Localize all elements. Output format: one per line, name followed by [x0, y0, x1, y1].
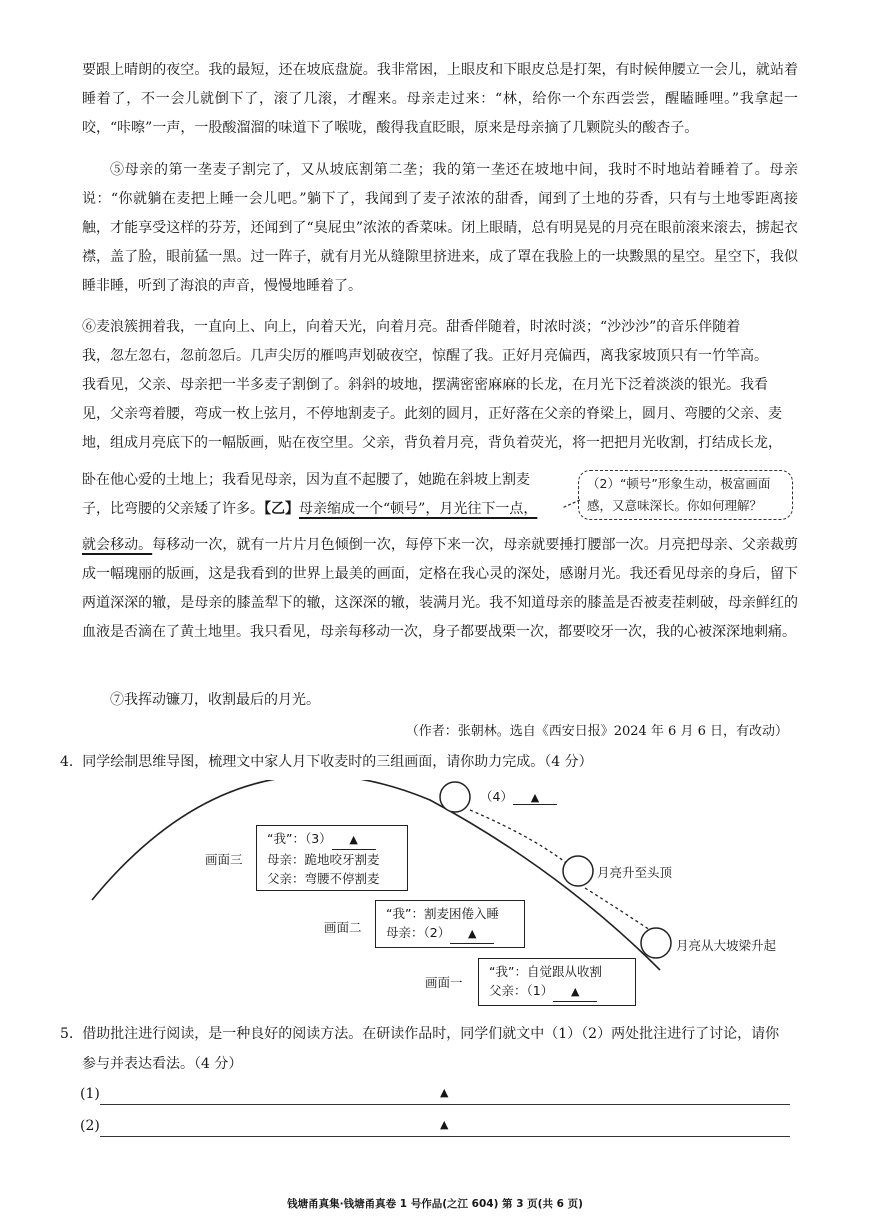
passage-p6-line-2: 我，忽左忽右，忽前忽后。几声尖厉的雁鸣声划破夜空，惊醒了我。正好月亮偏西，离我家坡顶只有一竹竿高。 [82, 348, 768, 364]
question-5-line-1: 借助批注进行阅读，是一种良好的阅读方法。在研读作品时，同学们就文中（1）（2）两处批注进行了讨论，请你 [82, 1026, 780, 1042]
annotation-box-2 [578, 470, 793, 520]
annotation-pointer [560, 498, 582, 512]
moon-path-dotted-2 [585, 888, 650, 930]
scene-2-mother-text: 母亲：（2） [386, 925, 451, 940]
underlined-sentence-a: 母亲缩成一个“顿号”，月光往下一点， [299, 501, 538, 517]
page-footer: 钱塘甬真集·钱塘甬真卷 1 号作品(之江 604) 第 3 页(共 6 页) [287, 1198, 583, 1210]
passage-p6-line-7 [82, 499, 537, 519]
answer-2-line[interactable] [100, 1116, 790, 1137]
scene-1-box [478, 958, 636, 1006]
scene-3-blank[interactable] [332, 829, 376, 850]
scene-3-father: 父亲：弯腰不停割麦 [267, 871, 380, 886]
passage-paragraph-7: ⑦我挥动镰刀，收割最后的月光。 [110, 692, 320, 708]
answer-2-label: (2) [80, 1118, 100, 1134]
scene-2-label: 画面二 [324, 920, 362, 935]
scene-1-me: “我”：自觉跟从收割 [489, 964, 602, 979]
passage-p6-line-6: 卧在他心爱的土地上；我看见母亲，因为直不起腰了，她跪在斜坡上割麦 [82, 472, 530, 488]
scene-1-label: 画面一 [425, 975, 463, 990]
scene-3-me [267, 829, 397, 850]
scene-3-label: 画面三 [205, 852, 243, 867]
scene-1-blank[interactable] [553, 981, 597, 1002]
p6-line-7-text: 子，比弯腰的父亲矮了许多。 [82, 501, 264, 517]
underlined-sentence-b: 就会移动。 [82, 537, 153, 553]
moon-top-blank-num: （4） [480, 789, 513, 804]
moon-path-dotted [470, 810, 575, 870]
moon-low [641, 928, 671, 958]
blank-triangle: ▲ [349, 833, 358, 846]
passage-paragraph-intro: 要跟上晴朗的夜空。我的最短，还在坡底盘旋。我非常困，上眼皮和下眼皮总是打架，有时候伸腰立一会儿，就站着睡着了，不一会儿就倒下了，滚了几滚，才醒来。母亲走过来：“林，给你一个东西尝尝，醒瞌睡哩。”我拿起一咬，“咔嚓”一声，一股酸溜溜的味道下了喉咙，酸得我直眨眼，原来是母亲摘了几颗院头的酸杏子。 [82, 62, 798, 136]
moon-low-label: 月亮从大坡梁升起 [676, 938, 777, 953]
scene-3-mother: 母亲：跪地咬牙割麦 [267, 852, 380, 867]
answer-1-triangle: ▲ [440, 1086, 449, 1099]
passage-source: （作者：张朝林。选自《西安日报》2024 年 6 月 6 日，有改动） [405, 724, 788, 739]
moon-mid-label: 月亮升至头顶 [597, 865, 673, 880]
blank-triangle: ▲ [530, 791, 540, 804]
passage-p6-line-1: ⑥麦浪簇拥着我，一直向上、向上，向着天光，向着月亮。甜香伴随着，时浓时淡；“沙沙沙”的音乐伴随着 [82, 319, 741, 335]
scene-2-box [375, 900, 525, 948]
answer-1-line[interactable] [100, 1084, 790, 1105]
mind-map-diagram [0, 780, 870, 1000]
moon-top-label [480, 787, 557, 805]
answer-2-triangle: ▲ [440, 1118, 449, 1131]
scene-3-box [256, 825, 408, 891]
scene-3-me-text: “我”：（3） [267, 831, 332, 846]
passage-p6-rest [82, 531, 798, 647]
p6-rest-text: 每移动一次，就有一片片月色倾倒一次，每停下来一次，母亲就要捶打腰部一次。月亮把母亲、父亲裁剪成一幅瑰丽的版画，这是我看到的世界上最美的画面，定格在我心灵的深处，感谢月光。我还看见母亲的身后，留下两道深深的辙，是母亲的膝盖犁下的辙，这深深的辙，装满月光。我不知道母亲的膝盖是否被麦茬刺破，母亲鲜红的血液是否滴在了黄土地里。我只看见，母亲每移动一次，身子都要战栗一次，都要咬牙一次，我的心被深深地刺痛。 [82, 537, 799, 640]
question-5-number: 5. [60, 1026, 74, 1042]
scene-1-father-text: 父亲：（1） [489, 983, 554, 998]
scene-2-me: “我”：割麦困倦入睡 [386, 906, 499, 921]
passage-p6-line-5: 地，组成月亮底下的一幅版画，贴在夜空里。父亲，背负着月亮，背负着荧光，将一把把月光收割，打结成长龙， [82, 435, 782, 451]
question-4 [60, 748, 593, 776]
passage-p6-line-3: 我看见，父亲、母亲把一半多麦子割倒了。斜斜的坡地，摆满密密麻麻的长龙，在月光下泛着淡淡的银光。我看 [82, 377, 768, 393]
question-4-text: 同学绘制思维导图，梳理文中家人月下收麦时的三组画面，请你助力完成。（4 分） [82, 754, 593, 770]
blank-triangle: ▲ [467, 927, 477, 940]
scene-2-mother [386, 923, 514, 944]
passage-p6-line-4: 见，父亲弯着腰，弯成一枚上弦月，不停地割麦子。此刻的圆月，正好落在父亲的脊梁上，圆月、弯腰的父亲、麦 [82, 406, 782, 422]
question-4-number: 4. [60, 754, 74, 770]
passage-paragraph-5: ⑤母亲的第一垄麦子割完了，又从坡底割第二垄；我的第一垄还在坡地中间，我时不时地站着睡着了。母亲说：“你就躺在麦把上睡一会儿吧。”躺下了，我闻到了麦子浓浓的甜香，闻到了土地的芬香，只有与土地零距离接触，才能享受这样的芬芳，还闻到了“臭屁虫”浓浓的香菜味。闭上眼睛，总有明晃晃的月亮在眼前滚来滚去，掳起衣襟，盖了脸，眼前猛一黑。过一阵子，就有月光从缝隙里挤进来，成了罩在我脸上的一块黢黑的星空。星空下，我似睡非睡，听到了海浪的声音，慢慢地睡着了。 [82, 162, 798, 294]
moon-top-blank[interactable] [513, 789, 557, 805]
scene-2-blank[interactable] [450, 923, 494, 944]
moon-top [440, 782, 470, 812]
mark-yi: 【乙】 [264, 501, 299, 517]
question-5-line-2: 参与并表达看法。（4 分） [82, 1056, 243, 1072]
scene-1-father [489, 981, 625, 1002]
annotation-text: （2）“顿号”形象生动，极富画面感，又意味深长。你如何理解？ [587, 476, 771, 513]
answer-1-label: (1) [80, 1086, 100, 1102]
moon-mid [563, 856, 593, 886]
question-5 [60, 1020, 779, 1048]
blank-triangle: ▲ [570, 985, 580, 998]
